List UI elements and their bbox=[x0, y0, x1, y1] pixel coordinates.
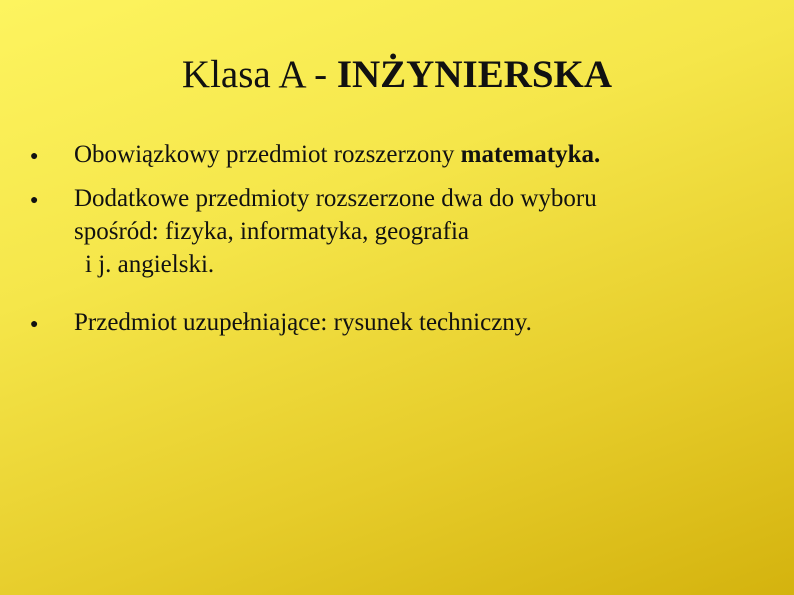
bullet-dot-icon: ● bbox=[30, 193, 39, 208]
bullet-text-bold: matematyka. bbox=[460, 141, 601, 168]
bullet-text: Przedmiot uzupełniające: rysunek techniczny. bbox=[74, 309, 532, 336]
title-regular: Klasa A - bbox=[181, 53, 337, 96]
list-item bbox=[30, 182, 770, 281]
list-item bbox=[30, 306, 770, 339]
bullet-text-line: spośród: fizyka, informatyka, geografia bbox=[74, 218, 470, 245]
bullet-dot-icon: ● bbox=[30, 317, 39, 332]
bullet-list bbox=[30, 138, 770, 339]
slide-title bbox=[0, 50, 794, 100]
list-item bbox=[30, 138, 770, 171]
bullet-text-line: i j. angielski. bbox=[85, 251, 215, 278]
bullet-text-regular: Obowiązkowy przedmiot rozszerzony bbox=[74, 141, 461, 168]
bullet-text-line: Dodatkowe przedmioty rozszerzone dwa do wyboru bbox=[74, 185, 597, 212]
title-bold: INŻYNIERSKA bbox=[336, 53, 613, 96]
bullet-dot-icon: ● bbox=[30, 149, 39, 164]
bullet-text bbox=[74, 138, 770, 171]
